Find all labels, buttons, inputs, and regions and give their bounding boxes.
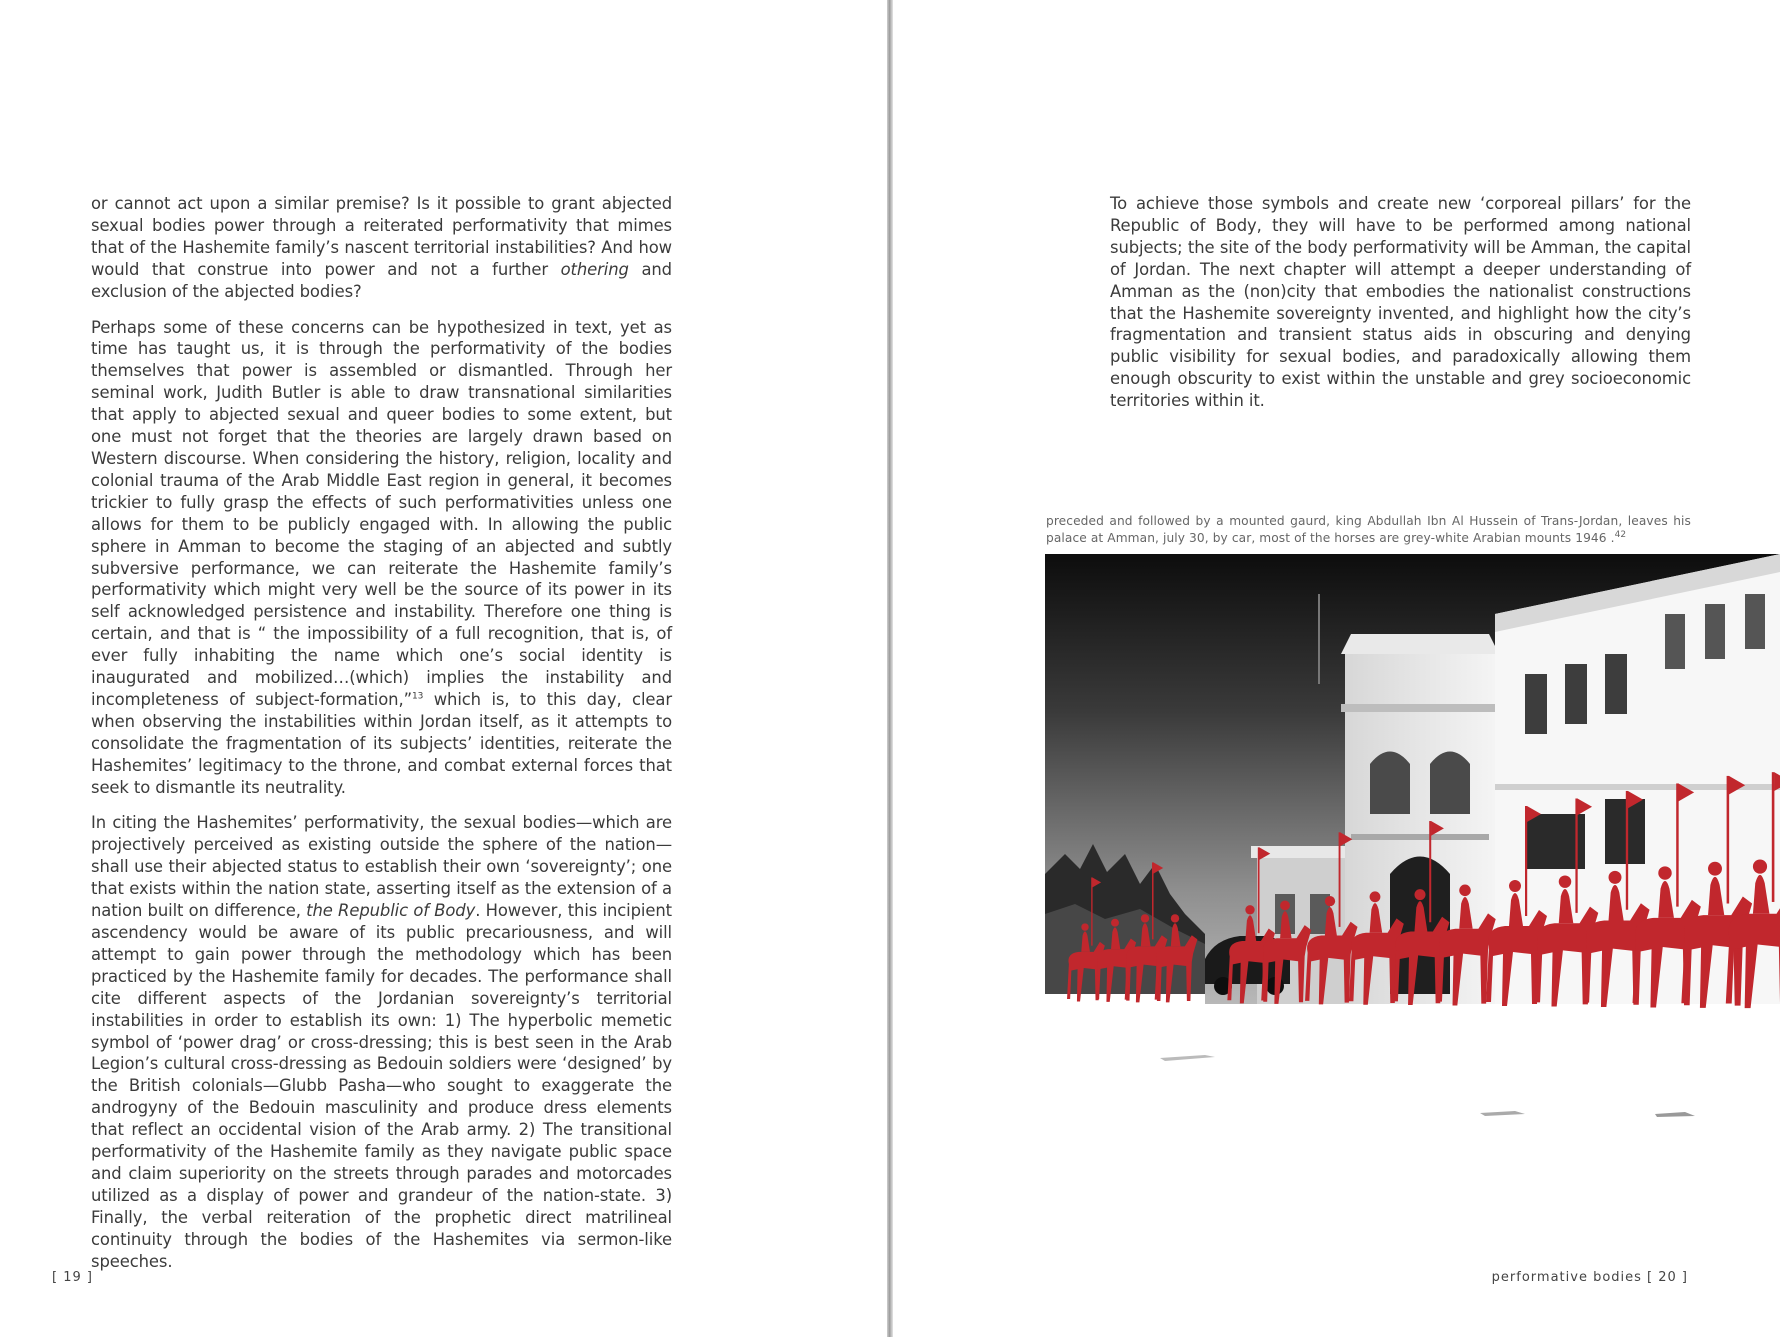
page-number-left: [ 19 ] <box>52 1270 93 1285</box>
italic-phrase: the Republic of Body <box>306 901 476 921</box>
left-paragraph-1 <box>91 193 672 303</box>
text-run: which is, to this day, clear when observing the instabilities within Jordan itself, as it attempts to consolidate the fragmentation of its subjects’ identities, reiterate the Hashemites’ legitimacy to the throne, and combat external forces that seek to dismantle its neutrality. <box>91 689 672 797</box>
caption-footnote-marker: 42 <box>1614 529 1627 540</box>
text-run: In citing the Hashemites’ performativity, the sexual bodies—which are projectively perceived as existing outside the sphere of the nation—shall use their abjected status to establish their own ‘sovereignty’; one that exists within the nation state, asserting itself as the extension of a nation built on difference, <box>91 813 672 921</box>
text-run: and exclusion of the abjected bodies? <box>91 259 672 301</box>
right-paragraph-1 <box>1110 193 1691 412</box>
text-run: To achieve those symbols and create new ‘corporeal pillars’ for the Republic of Body, they will have to be performed among national subjects; the site of the body performativity will be Amman, the capital of Jordan. The next chapter will attempt a deeper understanding of Amman as the (non)city that embodies the nationalist constructions that the Hashemite sovereignty invented, and highlight how the city’s fragmentation and transient status aids in obscuring and denying public visibility for sexual bodies, and paradoxically allowing them enough obscurity to exist within the unstable and grey socioeconomic territories within it. <box>1110 194 1691 411</box>
caption-text: preceded and followed by a mounted gaurd, king Abdullah Ibn Al Hussein of Trans-Jordan, leaves his palace at Amman, july 30, by car, most of the horses are grey-white Arabian mounts 1946 . <box>1046 514 1691 545</box>
right-body-text <box>1110 193 1691 426</box>
italic-phrase: othering <box>560 259 629 279</box>
text-run: Perhaps some of these concerns can be hypothesized in text, yet as time has taught us, it is through the performativity of the bodies themselves that power is assembled or dismantled. Through her seminal work, Judith Butler is able to draw transnational similarities that apply to abjected sexual and queer bodies to some extent, but one must not forget that the theories are largely drawn based on Western discourse. When considering the history, religion, locality and colonial trauma of the Arab Middle East region in general, it becomes trickier to fully grasp the effects of such performativities unless one allows for them to be publicly engaged with. In allowing the public sphere in Amman to become the staging of an abjected and subtly subversive performance, we can reiterate the Hashemite family’s performativity which might very well be the source of its power in its self acknowledged persistence and instability. Therefore one thing is certain, and that is “ the impossibility of a full recognition, that is, of ever fully inhabiting the name which one’s social identity is inaugurated and mobilized…(which) implies the instability and incompleteness of subject-formation,” <box>91 317 672 709</box>
palace-photo <box>1045 554 1780 1144</box>
left-body-text <box>91 193 672 1287</box>
left-paragraph-3 <box>91 812 672 1272</box>
ground <box>1045 1004 1780 1144</box>
left-paragraph-2 <box>91 317 672 799</box>
left-page <box>0 0 887 1337</box>
footnote-marker: 13 <box>411 691 424 702</box>
page-number-right: performative bodies [ 20 ] <box>1491 1270 1688 1285</box>
right-page <box>893 0 1780 1337</box>
text-run: or cannot act upon a similar premise? Is it possible to grant abjected sexual bodies power through a reiterated performativity that mimes that of the Hashemite family’s nascent territorial instabilities? And how would that construe into power and not a further <box>91 194 672 279</box>
photo-caption <box>1046 513 1691 547</box>
text-run: . However, this incipient ascendency would be aware of its public precariousness, and will attempt to gain power through the methodology which has been practiced by the Hashemite family for decades. The performance shall cite different aspects of the Jordanian sovereignty’s territorial instabilities in order to establish its own: 1) The hyperbolic memetic symbol of ‘power drag’ or cross-dressing; this is best seen in the Arab Legion’s cultural cross-dressing as Bedouin soldiers were ‘designed’ by the British colonials—Glubb Pasha—who sought to exaggerate the androgyny of the Bedouin masculinity and produce dress elements that reflect an occidental vision of the Arab army. 2) The transitional performativity of the Hashemite family as they navigate public space and claim superiority on the streets through parades and motorcades utilized as a display of power and grandeur of the nation-state. 3) Finally, the verbal reiteration of the prophetic direct matrilineal continuity through the bodies of the Hashemites via sermon-like speeches. <box>91 901 672 1271</box>
palace-photo-illustration <box>1045 554 1780 1144</box>
